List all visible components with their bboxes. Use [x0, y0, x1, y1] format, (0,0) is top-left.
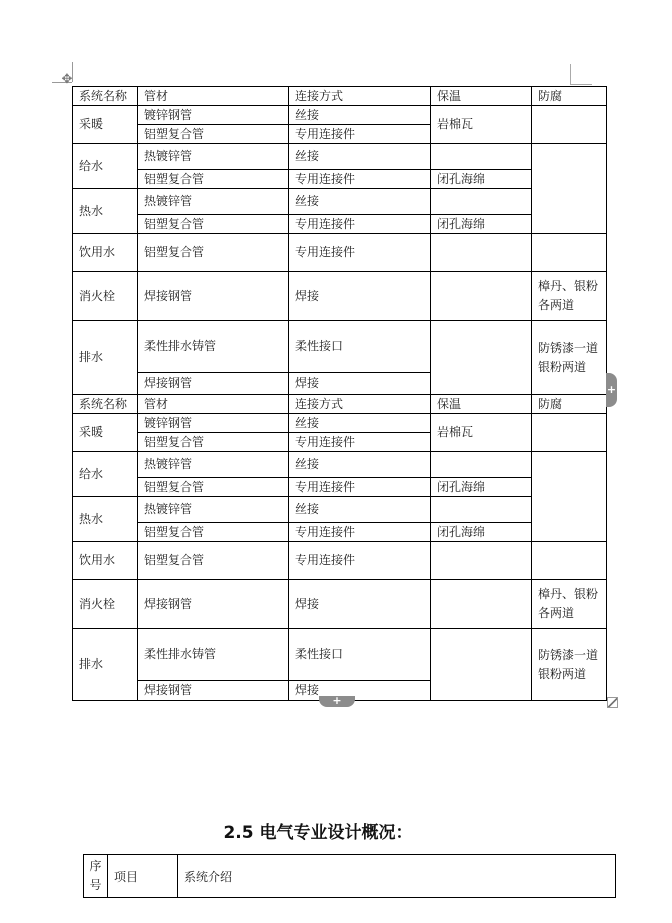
margin-corner-mark	[570, 84, 592, 85]
header-insulation: 保温	[431, 395, 532, 414]
pipe-cell: 热镀锌管	[138, 189, 289, 215]
connection-cell: 专用连接件	[289, 170, 431, 189]
pipe-cell: 焊接钢管	[138, 580, 289, 629]
table-row	[73, 170, 607, 189]
pipe-cell: 焊接钢管	[138, 272, 289, 321]
insulation-cell	[431, 629, 532, 701]
system-name-cell: 热水	[73, 497, 138, 542]
anticorrosion-cell: 樟丹、银粉各两道	[532, 272, 607, 321]
header-insulation: 保温	[431, 87, 532, 106]
table-row	[73, 321, 607, 373]
system-name-cell: 热水	[73, 189, 138, 234]
table-move-handle-icon[interactable]: ✥	[61, 72, 73, 87]
connection-cell: 焊接	[289, 580, 431, 629]
insulation-cell	[431, 321, 532, 395]
pipe-cell: 铝塑复合管	[138, 433, 289, 452]
insulation-cell	[431, 542, 532, 580]
header-anticorrosion: 防腐	[532, 87, 607, 106]
anticorrosion-cell	[532, 414, 607, 452]
insulation-cell: 闭孔海绵	[431, 215, 532, 234]
insulation-cell	[431, 272, 532, 321]
table-resize-handle-icon[interactable]	[607, 697, 618, 708]
table-row	[73, 189, 607, 215]
header-anticorrosion: 防腐	[532, 395, 607, 414]
table-row	[73, 478, 607, 497]
pipe-cell: 柔性排水铸管	[138, 321, 289, 373]
table-header-row	[84, 855, 616, 898]
pipe-cell: 柔性排水铸管	[138, 629, 289, 681]
connection-cell: 柔性接口	[289, 321, 431, 373]
header-system: 系统名称	[73, 395, 138, 414]
connection-cell: 焊接	[289, 272, 431, 321]
insulation-cell: 岩棉瓦	[431, 106, 532, 144]
table-row	[73, 542, 607, 580]
insulation-cell	[431, 144, 532, 170]
connection-cell: 专用连接件	[289, 478, 431, 497]
pipe-cell: 热镀锌管	[138, 144, 289, 170]
system-name-cell: 饮用水	[73, 234, 138, 272]
pipe-cell: 铝塑复合管	[138, 523, 289, 542]
anticorrosion-cell	[532, 144, 607, 234]
pipe-cell: 铝塑复合管	[138, 478, 289, 497]
system-name-cell: 采暖	[73, 106, 138, 144]
insulation-cell: 闭孔海绵	[431, 523, 532, 542]
connection-cell: 焊接	[289, 681, 431, 701]
anticorrosion-cell: 防锈漆一道银粉两道	[532, 321, 607, 395]
insulation-cell	[431, 234, 532, 272]
connection-cell: 丝接	[289, 497, 431, 523]
connection-cell: 柔性接口	[289, 629, 431, 681]
table-row	[73, 523, 607, 542]
pipe-material-table	[72, 86, 607, 701]
connection-cell: 专用连接件	[289, 433, 431, 452]
header-connection: 连接方式	[289, 395, 431, 414]
system-name-cell: 给水	[73, 144, 138, 189]
header-pipe: 管材	[138, 87, 289, 106]
pipe-cell: 铝塑复合管	[138, 125, 289, 144]
system-name-cell: 消火栓	[73, 580, 138, 629]
connection-cell: 丝接	[289, 414, 431, 433]
table-row	[73, 414, 607, 433]
table-row	[73, 144, 607, 170]
pipe-cell: 焊接钢管	[138, 373, 289, 395]
connection-cell: 丝接	[289, 189, 431, 215]
insulation-cell	[431, 452, 532, 478]
header-item: 项目	[108, 855, 178, 898]
system-name-cell: 采暖	[73, 414, 138, 452]
anticorrosion-cell	[532, 452, 607, 542]
insulation-cell	[431, 189, 532, 215]
table-row	[73, 234, 607, 272]
connection-cell: 丝接	[289, 452, 431, 478]
add-row-button[interactable]: +	[319, 696, 355, 707]
table-row	[73, 452, 607, 478]
pipe-cell: 铝塑复合管	[138, 542, 289, 580]
add-column-button[interactable]: +	[606, 373, 617, 407]
system-name-cell: 排水	[73, 629, 138, 701]
header-pipe: 管材	[138, 395, 289, 414]
pipe-cell: 铝塑复合管	[138, 234, 289, 272]
header-connection: 连接方式	[289, 87, 431, 106]
pipe-cell: 镀锌钢管	[138, 106, 289, 125]
anticorrosion-cell	[532, 234, 607, 272]
table-header-row	[73, 87, 607, 106]
connection-cell: 专用连接件	[289, 215, 431, 234]
system-name-cell: 消火栓	[73, 272, 138, 321]
insulation-cell: 闭孔海绵	[431, 478, 532, 497]
header-index: 序号	[84, 855, 108, 898]
table-row	[73, 215, 607, 234]
section-heading: 2.5 电气专业设计概况：	[223, 823, 413, 843]
pipe-cell: 焊接钢管	[138, 681, 289, 701]
anticorrosion-cell: 樟丹、银粉各两道	[532, 580, 607, 629]
insulation-cell	[431, 497, 532, 523]
table-row	[73, 580, 607, 629]
table-row	[73, 497, 607, 523]
table-row	[73, 106, 607, 125]
margin-corner-mark	[570, 64, 571, 84]
connection-cell: 专用连接件	[289, 125, 431, 144]
anticorrosion-cell: 防锈漆一道银粉两道	[532, 629, 607, 701]
system-name-cell: 排水	[73, 321, 138, 395]
header-intro: 系统介绍	[178, 855, 616, 898]
pipe-cell: 铝塑复合管	[138, 170, 289, 189]
connection-cell: 专用连接件	[289, 542, 431, 580]
system-name-cell: 给水	[73, 452, 138, 497]
header-system: 系统名称	[73, 87, 138, 106]
connection-cell: 焊接	[289, 373, 431, 395]
connection-cell: 丝接	[289, 144, 431, 170]
table-row	[73, 629, 607, 681]
insulation-cell: 岩棉瓦	[431, 414, 532, 452]
system-name-cell: 饮用水	[73, 542, 138, 580]
connection-cell: 专用连接件	[289, 523, 431, 542]
pipe-cell: 热镀锌管	[138, 452, 289, 478]
pipe-cell: 镀锌钢管	[138, 414, 289, 433]
pipe-cell: 热镀锌管	[138, 497, 289, 523]
pipe-cell: 铝塑复合管	[138, 215, 289, 234]
anticorrosion-cell	[532, 542, 607, 580]
table-row	[73, 272, 607, 321]
insulation-cell	[431, 580, 532, 629]
connection-cell: 丝接	[289, 106, 431, 125]
table-header-row	[73, 395, 607, 414]
electrical-table	[83, 854, 616, 898]
connection-cell: 专用连接件	[289, 234, 431, 272]
anticorrosion-cell	[532, 106, 607, 144]
insulation-cell: 闭孔海绵	[431, 170, 532, 189]
